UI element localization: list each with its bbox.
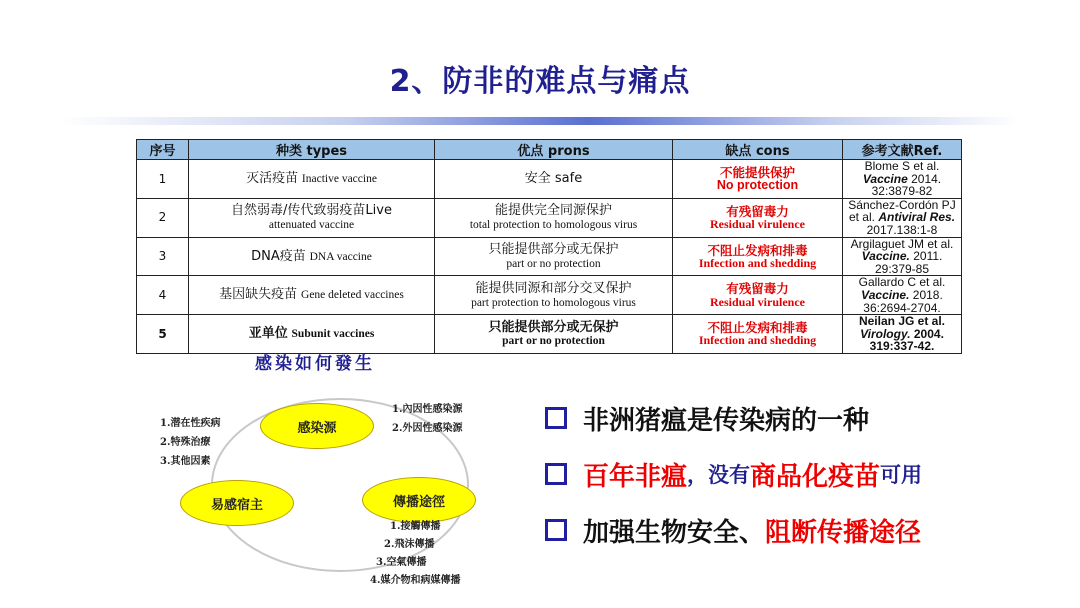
title-underline-bar [60,117,1020,125]
ref-detail: 2014. 32:3879-82 [871,171,942,199]
ref-cell [843,315,962,354]
row-number: 3 [137,237,189,276]
type-en: attenuated vaccine [268,218,355,231]
bullet-text: 非洲猪瘟是传染病的一种 [583,405,870,436]
con-en: Residual virulence [710,216,805,231]
pro-cn: 安全 safe [524,171,583,187]
ref-cell [843,237,962,276]
con-cn: 有残留毒力 [726,281,789,297]
cons-cell [673,198,843,237]
vaccine-type-cell [189,198,435,237]
ref-author: Blome S et al. [864,159,940,173]
header-ref: 参考文献Ref. [843,140,962,160]
ref-journal: Vaccine. [861,287,910,302]
ref-cell [843,276,962,315]
pros-cell [435,198,673,237]
pro-en: total protection to homologous virus [469,218,638,231]
list-item: 4.媒介物和病媒傳播 [370,575,461,586]
checkbox-square-icon [545,407,567,429]
infection-diagram-title: 感染如何發生 [255,354,375,374]
vaccine-type-cell [189,276,435,315]
ref-author: Neilan JG et al. [858,314,946,329]
list-item: 1.潜在性疾病 [160,418,221,429]
bullet-item [545,502,922,558]
node-infection-source: 感染源 [260,403,374,449]
vaccine-type-cell [189,315,435,354]
cons-cell [673,276,843,315]
ref-cell [843,160,962,199]
node-transmission-route: 傳播途徑 [362,477,476,523]
con-cn: 不能提供保护 [719,164,795,180]
ref-author: Gallardo C et al. [858,275,946,290]
row-number: 2 [137,198,189,237]
header-type: 种类 types [189,140,435,160]
cons-cell [673,315,843,354]
ref-author: Sánchez-Cordón PJ et al. [848,198,956,225]
row-number: 4 [137,276,189,315]
table-row [137,315,962,354]
bullet-highlight: 阻断传播途径 [765,517,922,548]
pros-cell [435,237,673,276]
vaccine-type-cell [189,237,435,276]
host-factor-list [160,414,220,471]
con-en: Residual virulence [710,294,805,309]
bullet-text: ，没有 [687,463,751,487]
type-en: Gene deleted vaccines [301,289,404,302]
con-cn: 不阻止发病和排毒 [707,320,808,336]
node-susceptible-host: 易感宿主 [180,480,294,526]
bullet-text: 可用 [880,463,923,487]
list-item: 2.外因性感染源 [392,423,463,434]
header-cons: 缺点 cons [673,140,843,160]
cons-cell [673,160,843,199]
bullet-text: 加强生物安全、 [583,517,766,548]
con-en: Infection and shedding [698,333,817,348]
ref-author: Argilaguet JM et al. [850,237,954,251]
ref-cell [843,198,962,237]
pros-cell [435,315,673,354]
row-number: 1 [137,160,189,199]
ref-detail: 2018. 36:2694-2704. [863,287,943,315]
pros-cell [435,276,673,315]
pro-cn: 能提供完全同源保护 [494,203,612,219]
list-item: 3.其他因素 [160,456,211,467]
pro-cn: 只能提供部分或无保护 [488,319,619,335]
vaccine-type-cell [189,160,435,199]
list-item: 1.接觸傳播 [390,521,441,532]
con-cn: 有残留毒力 [726,203,789,219]
source-type-list [392,400,462,438]
table-row [137,198,962,237]
ref-detail: 2004. 319:337-42. [869,326,944,354]
ref-journal: Antiviral Res. [878,210,956,225]
page-title: 2、防非的难点与痛点 [389,64,691,99]
ref-detail: 2011. 29:379-85 [874,249,943,276]
con-en: No protection [716,177,799,192]
ref-detail: 2017.138:1-8 [866,222,938,237]
bullet-highlight: 百年非瘟 [583,461,688,492]
con-en: Infection and shedding [698,255,817,270]
pro-cn: 能提供同源和部分交叉保护 [475,280,632,296]
table-header-row [137,140,962,160]
type-cn: DNA疫苗 [251,248,306,264]
type-cn: 基因缺失疫苗 [219,287,298,303]
table-row [137,160,962,199]
table-row [137,237,962,276]
bullet-highlight: 商品化疫苗 [750,461,881,492]
ref-journal: Virology. [860,326,911,341]
key-points-list [545,390,922,558]
type-cn: 自然弱毒/传代致弱疫苗Live [231,203,392,219]
pro-en: part or no protection [502,335,605,348]
route-type-list [370,518,460,590]
list-item: 2.特殊治療 [160,437,211,448]
pros-cell [435,160,673,199]
bullet-item [545,390,922,446]
list-item: 2.飛沫傳播 [384,539,435,550]
header-pros: 优点 prons [435,140,673,160]
ref-journal: Vaccine. [861,249,910,264]
ref-journal: Vaccine [862,171,908,186]
header-number: 序号 [137,140,189,160]
con-cn: 不阻止发病和排毒 [707,242,808,258]
list-item: 1.內因性感染源 [392,404,463,415]
table-row [137,276,962,315]
checkbox-square-icon [545,519,567,541]
type-cn: 灭活疫苗 [246,171,299,187]
pro-en: part protection to homologous virus [471,296,636,309]
bullet-item [545,446,922,502]
cons-cell [673,237,843,276]
pro-cn: 只能提供部分或无保护 [488,242,619,258]
type-en: Inactive vaccine [301,173,377,186]
type-en: DNA vaccine [309,250,372,263]
checkbox-square-icon [545,463,567,485]
type-cn: 亚单位 [248,326,288,342]
pro-en: part or no protection [506,257,601,270]
type-en: Subunit vaccines [291,328,375,341]
row-number: 5 [137,315,189,354]
list-item: 3.空氣傳播 [376,557,427,568]
vaccine-comparison-table [136,139,962,354]
